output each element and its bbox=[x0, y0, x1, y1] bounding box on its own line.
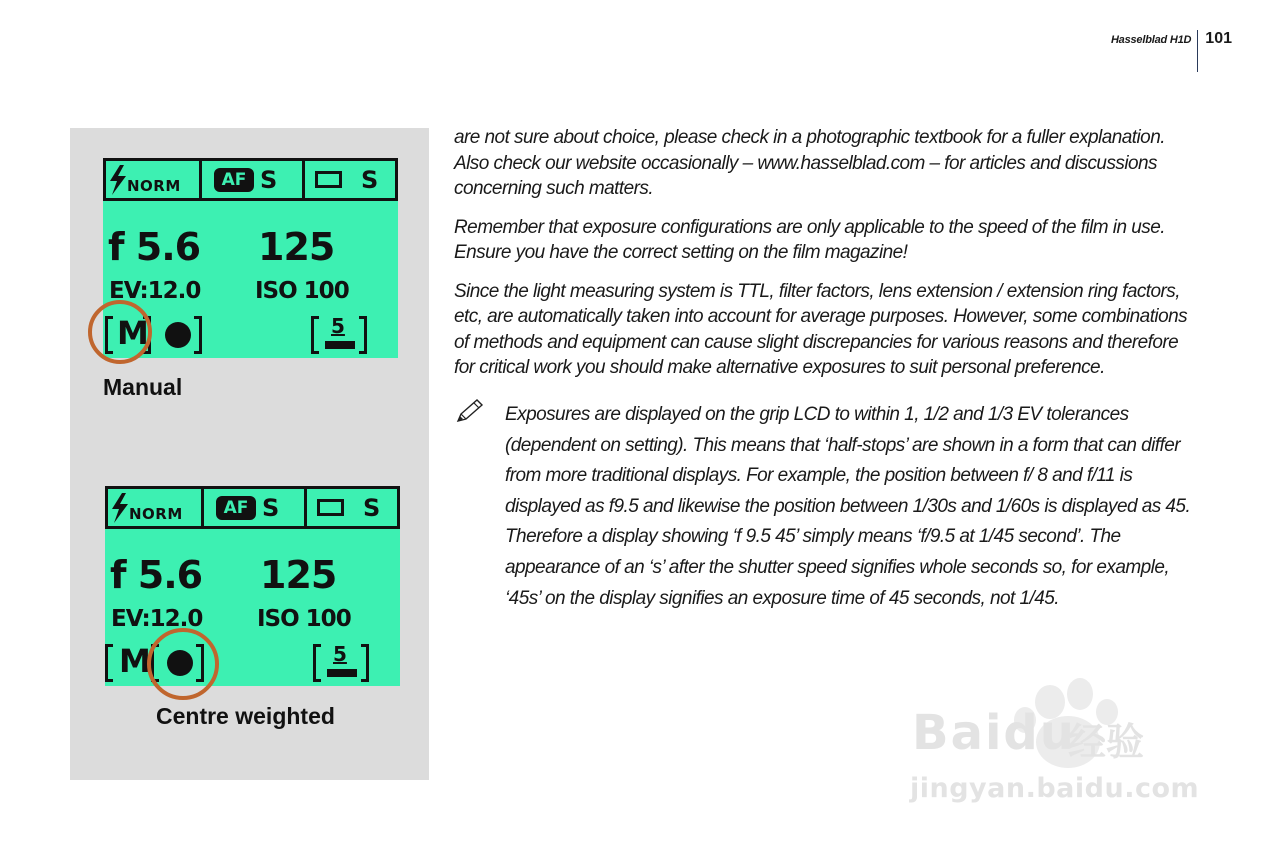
caption-centre-weighted: Centre weighted bbox=[156, 703, 335, 729]
lcd-separator bbox=[201, 486, 204, 529]
highlight-circle-manual bbox=[88, 300, 152, 364]
note-text: Exposures are displayed on the grip LCD to within 1, 1/2 and 1/3 EV tolerances (dependent on setting). This means that ‘half-stops’ are shown in a form that can differ from more traditional displays. For example, the position between f/ 8 and f/11 is displayed as f9.5 and likewise the position between 1/30s and 1/60s is displayed as 45. Therefore a display showing ‘f 9.5 45’ simply means ‘f/9.5 at 1/45 second’. The appearance of an ‘s’ after the shutter speed signifies whole seconds so, for example, ‘45s’ on the display signifies an exposure time of 45 seconds, not 1/45. bbox=[505, 404, 1191, 609]
page-number: 101 bbox=[1205, 30, 1232, 47]
iso-value: ISO 100 bbox=[257, 606, 351, 632]
flash-mode-label: NORM bbox=[129, 505, 183, 523]
page-header bbox=[1111, 30, 1232, 72]
drive-mode-label: S bbox=[363, 494, 381, 522]
caption-manual: Manual bbox=[103, 374, 183, 400]
shutter-speed-value: 125 bbox=[258, 225, 335, 269]
bracket-left bbox=[313, 644, 321, 682]
body-text bbox=[454, 125, 1196, 394]
pencil-note-icon bbox=[455, 398, 485, 424]
af-indicator: AF bbox=[214, 168, 254, 192]
ev-value: EV:12.0 bbox=[111, 606, 203, 632]
watermark-url: jingyan.baidu.com bbox=[910, 773, 1200, 804]
shutter-speed-value: 125 bbox=[260, 553, 337, 597]
af-mode-label: S bbox=[262, 494, 280, 522]
lcd-separator bbox=[304, 486, 307, 529]
bracket-left bbox=[311, 316, 319, 354]
header-divider bbox=[1197, 30, 1198, 72]
bracketing-value: 5 bbox=[333, 642, 347, 666]
highlight-circle-centre-weighted bbox=[147, 628, 219, 700]
watermark-brand: Baidu bbox=[912, 705, 1076, 761]
document-title: Hasselblad H1D bbox=[1110, 34, 1192, 46]
centre-weighted-icon bbox=[165, 322, 191, 348]
single-frame-icon bbox=[315, 171, 342, 188]
paragraph: Remember that exposure configurations are only applicable to the speed of the film in use. Ensure you have the correct setting on the film magazine! bbox=[454, 216, 1165, 263]
bracket-right bbox=[359, 316, 367, 354]
drive-mode-label: S bbox=[361, 166, 379, 194]
flash-icon bbox=[108, 165, 128, 195]
flash-mode-label: NORM bbox=[127, 177, 181, 195]
metering-mode-manual: M bbox=[119, 642, 151, 680]
iso-value: ISO 100 bbox=[255, 278, 349, 304]
single-frame-icon bbox=[317, 499, 344, 516]
flash-icon bbox=[110, 493, 130, 523]
ev-value: EV:12.0 bbox=[109, 278, 201, 304]
aperture-value: f 5.6 bbox=[108, 225, 201, 269]
bracket-right bbox=[361, 644, 369, 682]
metering-bracket-right bbox=[194, 316, 202, 354]
af-mode-label: S bbox=[260, 166, 278, 194]
af-indicator: AF bbox=[216, 496, 256, 520]
lcd-separator bbox=[302, 158, 305, 201]
watermark-cn: 经验 bbox=[1068, 720, 1145, 764]
bracketing-base-icon bbox=[325, 341, 355, 349]
metering-bracket-left bbox=[105, 644, 113, 682]
paragraph: Since the light measuring system is TTL, filter factors, lens extension / extension ring factors, etc, are automatically taken into account for average purposes. However, some combinations of methods and equipment can cause slight discrepancies for various reasons and therefore for critical work you should make alternative exposures to suit personal preference. bbox=[454, 280, 1188, 378]
bracketing-value: 5 bbox=[331, 314, 345, 338]
metering-mode-manual: M bbox=[117, 314, 149, 352]
lcd-separator bbox=[199, 158, 202, 201]
bracketing-base-icon bbox=[327, 669, 357, 677]
paragraph: are not sure about choice, please check in a photographic textbook for a fuller explanation. Also check our website occasionally – www.hasselblad.com – for articles and discussions concerning such matters. bbox=[454, 127, 1165, 199]
aperture-value: f 5.6 bbox=[110, 553, 203, 597]
